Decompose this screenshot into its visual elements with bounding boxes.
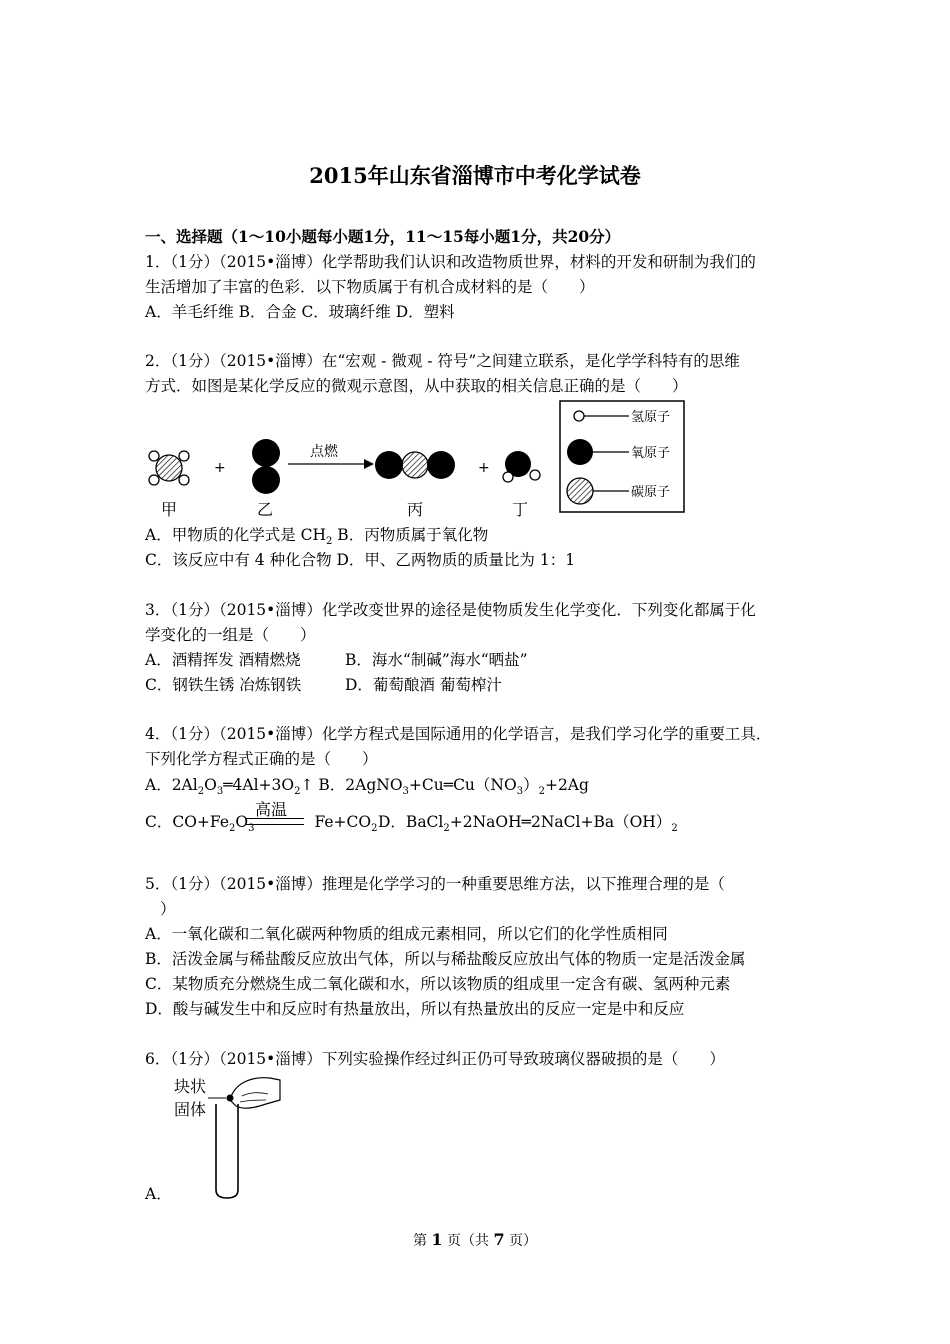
- q2-option-a-sub: 2: [326, 536, 333, 548]
- q2-line2: 方式．如图是某化学反应的微观示意图，从中获取的相关信息正确的是（ ）: [145, 377, 688, 395]
- q5-line1: 5．（1分）（2015•淄博）推理是化学学习的一种重要思维方法，以下推理合理的是（: [145, 875, 725, 893]
- molecule-jia: [149, 451, 189, 485]
- q3-option-a: A．酒精挥发 酒精燃烧: [145, 651, 301, 669]
- test-tube-illustration: [170, 1070, 290, 1204]
- legend-hydrogen: 氢原子: [631, 410, 671, 425]
- q5-option-b: B．活泼金属与稀盐酸反应放出气体，所以与稀盐酸反应放出气体的物质一定是活泼金属: [145, 950, 746, 968]
- q1-line1: 1．（1分）（2015•淄博）化学帮助我们认识和改造物质世界，材料的开发和研制为我们的: [145, 253, 756, 271]
- q4-option-d: D．$BaCl_2+2NaOH═2NaCl+Ba(OH)_2$: [378, 813, 678, 835]
- legend-oxygen: 氧原子: [631, 446, 671, 461]
- q5-option-d: D．酸与碱发生中和反应时有热量放出，所以有热量放出的反应一定是中和反应: [145, 1000, 685, 1018]
- q3-line1: 3．（1分）（2015•淄博）化学改变世界的途径是使物质发生化学变化．下列变化都属于化: [145, 601, 756, 619]
- footer-post: 页）: [504, 1233, 538, 1249]
- q4-line2: 下列化学方程式正确的是（ ）: [145, 750, 378, 768]
- solid-label-1: 块状: [174, 1077, 207, 1096]
- test-tube-icon: [216, 1104, 238, 1198]
- q6-line1: 6．（1分）（2015•淄博）下列实验操作经过纠正仍可导致玻璃仪器破损的是（ ）: [145, 1050, 725, 1068]
- footer-page-number: 1: [431, 1230, 443, 1249]
- legend-box: [560, 401, 684, 512]
- molecule-bing: [375, 451, 455, 479]
- label-ding: 丁: [512, 500, 529, 519]
- q4-line1: 4．（1分）（2015•淄博）化学方程式是国际通用的化学语言，是我们学习化学的重要工具．: [145, 725, 772, 743]
- footer-pre: 第: [412, 1233, 432, 1249]
- plus-sign: +: [214, 460, 226, 476]
- label-jia: 甲: [161, 500, 178, 519]
- q6-option-a: A．: [145, 1185, 172, 1203]
- ignite-label: 点燃: [310, 444, 338, 460]
- page-footer: [0, 1230, 950, 1250]
- q4-option-c: C．$CO+Fe_2O_3$ $Fe+CO_2$: [145, 813, 378, 835]
- molecule-yi: [252, 439, 280, 494]
- q5-option-c: C．某物质充分燃烧生成二氧化碳和水，所以该物质的组成里一定含有碳、氢两种元素: [145, 975, 731, 993]
- q2-line1: 2．（1分）（2015•淄博）在“宏观 - 微观 - 符号”之间建立联系，是化学学科特有的思维: [145, 352, 740, 370]
- q2-options-cd: C．该反应中有 4 种化合物 D．甲、乙两物质的质量比为 1：1: [145, 551, 576, 569]
- footer-mid: 页（共: [442, 1233, 494, 1249]
- reaction-diagram: [140, 398, 700, 522]
- page-title: 2015年山东省淄博市中考化学试卷: [309, 163, 641, 188]
- molecule-ding: [503, 451, 540, 482]
- label-bing: 丙: [407, 500, 424, 519]
- label-yi: 乙: [257, 500, 274, 519]
- arrow-head: [364, 459, 374, 469]
- q5-option-a: A．一氧化碳和二氧化碳两种物质的组成元素相同，所以它们的化学性质相同: [145, 925, 668, 943]
- q2-option-b: B．丙物质属于氧化物: [332, 526, 489, 544]
- q1-line2: 生活增加了丰富的色彩．以下物质属于有机合成材料的是（ ）: [145, 278, 595, 296]
- q2-option-a: A．甲物质的化学式是 CH: [145, 526, 326, 544]
- high-temp-label: 高温: [255, 800, 288, 819]
- q3-option-d: D．葡萄酿酒 葡萄榨汁: [345, 676, 502, 694]
- solid-label-2: 固体: [174, 1100, 207, 1119]
- q3-line2: 学变化的一组是（ ）: [145, 626, 316, 644]
- plus-sign-2: +: [478, 460, 490, 476]
- q5-line2: ）: [160, 900, 176, 918]
- q4-options-ab: A．$2Al_2O_3═4Al+3O_2↑$ B．$2AgNO_3+Cu═Cu(NO_3)_2+2Ag$: [145, 776, 589, 798]
- legend-carbon: 碳原子: [631, 485, 671, 500]
- footer-total-pages: 7: [493, 1230, 505, 1249]
- section-heading: 一、选择题（1～10小题每小题1分，11～15每小题1分，共20分）: [145, 227, 621, 246]
- q3-option-b: B．海水“制碱”海水“晒盐”: [345, 651, 528, 669]
- q3-option-c: C．钢铁生锈 冶炼钢铁: [145, 676, 302, 694]
- q1-options: A．羊毛纤维 B．合金 C．玻璃纤维 D．塑料: [145, 303, 455, 321]
- solid-lump-icon: [227, 1095, 234, 1102]
